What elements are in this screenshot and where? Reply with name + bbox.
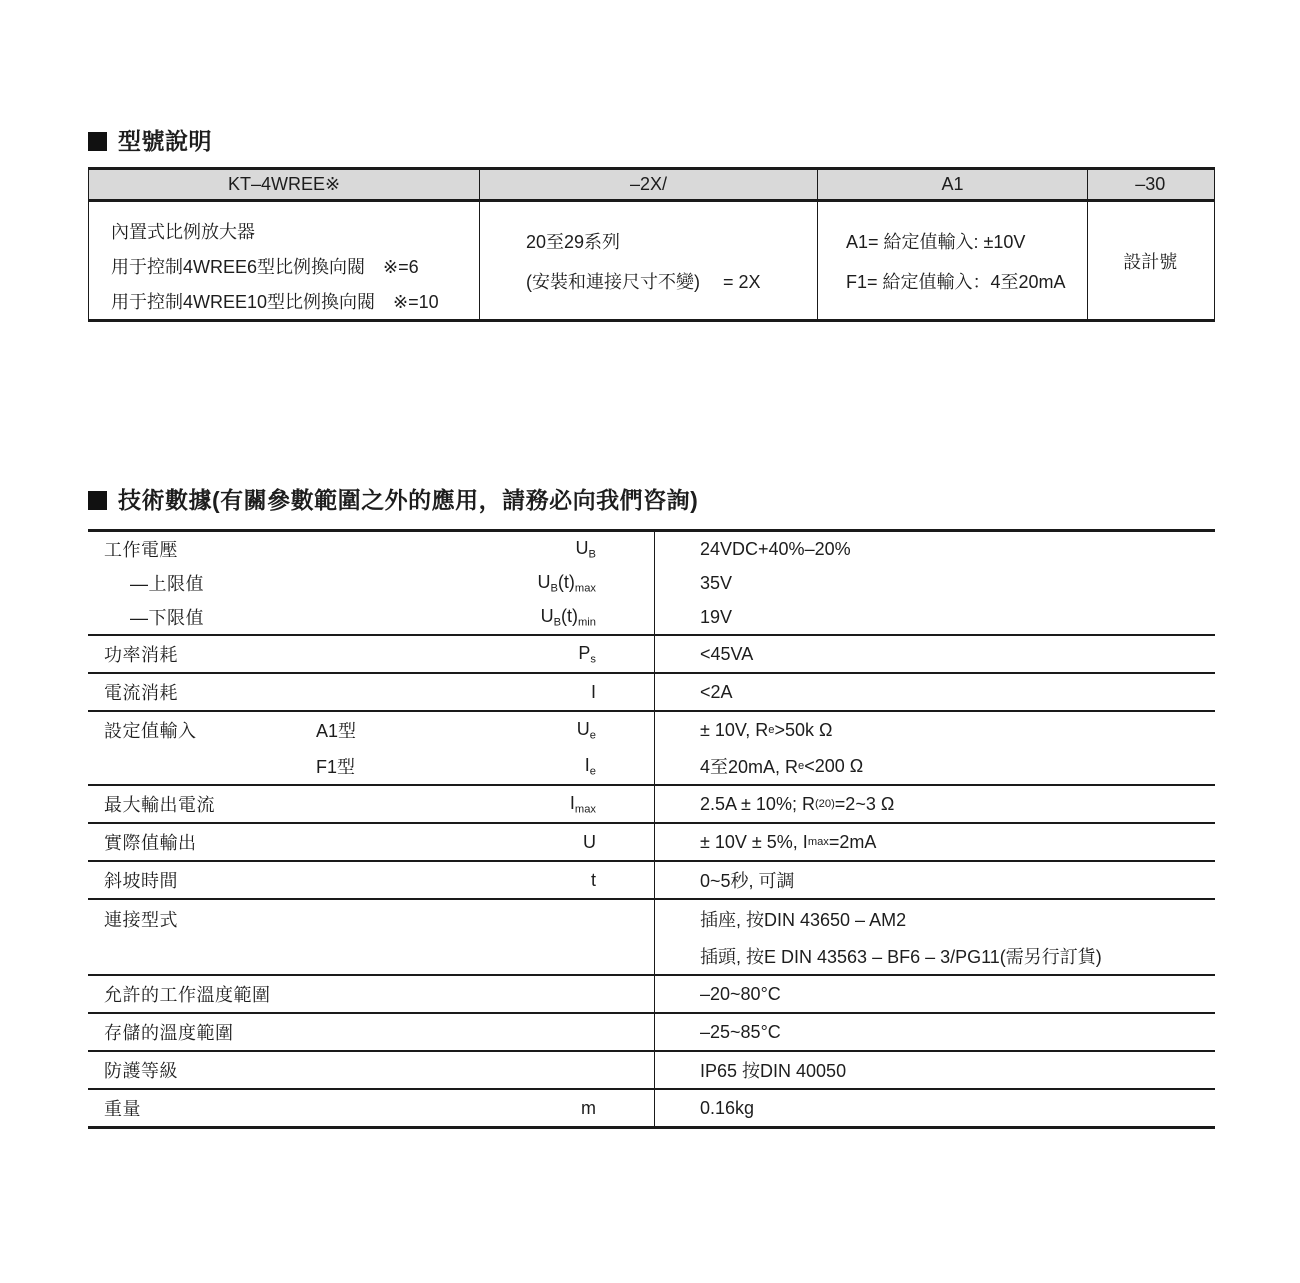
model-cell-line: 內置式比例放大器 xyxy=(111,221,255,242)
spec-value: 35V xyxy=(700,572,733,593)
spec-symbol: t xyxy=(590,869,596,890)
table-row xyxy=(88,712,1215,786)
spec-label: 防護等級 xyxy=(104,1061,178,1081)
spec-value: 24VDC+40%–20% xyxy=(700,538,851,559)
spec-symbol: $U_B(t)_{max}$ xyxy=(537,571,596,595)
spec-label: 存儲的溫度範圍 xyxy=(104,1023,234,1043)
spec-value: 19V xyxy=(700,606,733,627)
model-cell-design-number: 設計號 xyxy=(1123,251,1178,272)
spec-value: <2A xyxy=(700,681,733,702)
spec-value: 0~5秒, 可調 xyxy=(700,871,795,891)
model-header-cell: A1 xyxy=(818,170,1088,199)
model-cell-description xyxy=(89,202,480,319)
spec-value: –25~85°C xyxy=(700,1021,781,1042)
model-header-cell: –2X/ xyxy=(480,170,818,199)
table-row xyxy=(88,674,1215,712)
spec-symbol: $I_e$ xyxy=(584,754,596,778)
spec-label: 連接型式 xyxy=(104,909,178,930)
spec-value: <45VA xyxy=(700,643,754,664)
spec-value: IP65 按DIN 40050 xyxy=(700,1061,847,1081)
spec-label: 實際值輸出 xyxy=(104,833,197,853)
spec-label: 斜坡時間 xyxy=(104,871,178,891)
black-square-icon xyxy=(88,132,107,151)
model-table-header-row xyxy=(89,170,1214,202)
spec-variant-label: A1型 xyxy=(316,721,357,741)
table-row xyxy=(88,1090,1215,1126)
model-header-cell: –30 xyxy=(1135,174,1166,194)
model-cell-line: A1= 給定值輸入: ±10V xyxy=(846,231,1026,252)
spec-value: ± 10V, R e >50k Ω xyxy=(700,719,833,740)
spec-value: 0.16kg xyxy=(700,1097,755,1118)
model-table-body-row xyxy=(89,202,1214,319)
tech-section-title xyxy=(88,485,1215,515)
spec-value: 插頭, 按E DIN 43563 – BF6 – 3/PG11(需另行訂貨) xyxy=(700,946,1102,967)
spec-label: 電流消耗 xyxy=(104,683,178,703)
table-row xyxy=(88,900,1215,976)
model-cell-input-variant xyxy=(818,202,1088,319)
model-section-title-text: 型號說明 xyxy=(118,128,212,154)
table-row xyxy=(88,1052,1215,1090)
model-cell-line: 用于控制4WREE6型比例換向閥 ※=6 xyxy=(111,256,419,277)
model-cell-line: (安裝和連接尺寸不變) = 2X xyxy=(526,271,761,292)
model-cell-line: 用于控制4WREE10型比例換向閥 ※=10 xyxy=(111,292,439,313)
technical-data-section xyxy=(88,485,1215,1129)
spec-value: ± 10V ± 5%, I max =2mA xyxy=(700,831,877,852)
spec-label: —下限值 xyxy=(130,608,204,628)
spec-label: 最大輸出電流 xyxy=(104,795,215,815)
model-code-section xyxy=(88,126,1215,322)
spec-value: 4至20mA, R e <200 Ω xyxy=(700,755,864,777)
spec-symbol: $I_{max}$ xyxy=(569,792,596,816)
table-row xyxy=(88,862,1215,900)
spec-symbol: $U_B$ xyxy=(575,537,596,561)
spec-symbol: $U_B(t)_{min}$ xyxy=(540,605,596,629)
spec-label: 功率消耗 xyxy=(104,645,178,665)
spec-label: —上限值 xyxy=(130,574,204,594)
spec-label: 設定值輸入 xyxy=(104,721,197,741)
spec-symbol: $U_e$ xyxy=(576,718,596,742)
table-row xyxy=(88,636,1215,674)
spec-label: 允許的工作溫度範圍 xyxy=(104,985,271,1005)
table-row xyxy=(88,1014,1215,1052)
black-square-icon xyxy=(88,491,107,510)
spec-value: –20~80°C xyxy=(700,983,781,1004)
model-cell-line: F1= 給定值輸入：4至20mA xyxy=(846,271,1066,292)
spec-symbol: m xyxy=(581,1097,596,1118)
table-row xyxy=(88,532,1215,636)
table-row xyxy=(88,786,1215,824)
model-cell-line: 20至29系列 xyxy=(526,231,621,252)
spec-value: 2.5A ± 10%; R (20) =2~3 Ω xyxy=(700,793,895,814)
spec-symbol: U xyxy=(583,831,596,852)
model-header-cell: KT–4WREE※ xyxy=(89,170,480,199)
spec-value: 插座, 按DIN 43650 – AM2 xyxy=(700,909,907,930)
spec-variant-label: F1型 xyxy=(316,757,356,777)
technical-data-table xyxy=(88,529,1215,1129)
spec-label: 重量 xyxy=(104,1099,141,1119)
tech-section-title-text: 技術數據(有關參數範圍之外的應用，請務必向我們咨詢) xyxy=(118,487,699,513)
table-row xyxy=(88,824,1215,862)
table-row xyxy=(88,976,1215,1014)
model-cell-series xyxy=(480,202,818,319)
model-section-title xyxy=(88,126,1215,156)
spec-symbol: $P_s$ xyxy=(578,642,596,666)
spec-label: 工作電壓 xyxy=(104,540,178,560)
model-code-table xyxy=(88,167,1215,322)
spec-symbol: I xyxy=(590,681,596,702)
